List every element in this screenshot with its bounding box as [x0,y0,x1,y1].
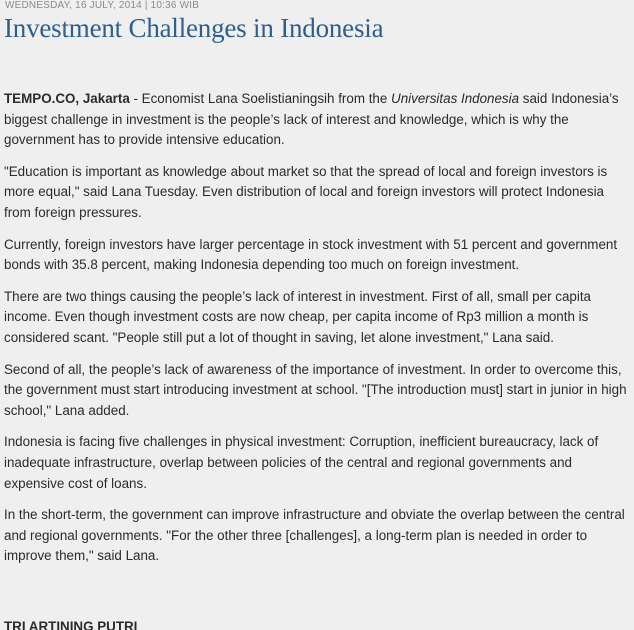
lead-text-part-2: said Indonesia’s biggest challenge in investment is the people’s lack of interest and knowledge, which is why the government has to provide intensive education. [4,91,619,148]
article-paragraph: "Education is important as knowledge about market so that the spread of local and foreign investors is more equal," said Lana Tuesday. Even distribution of local and foreign investors will protect Indonesia from foreign pressures. [4,163,608,220]
article-paragraph: There are two things causing the people’s lack of interest in investment. First of all, small per capita income. Even though investment costs are now cheap, per capita income of Rp3 million a month is considered scant. "People still put a lot of thought in saving, let alone investment," Lana said. [4,288,591,345]
article-byline: TRI ARTINING PUTRI [4,619,138,630]
article-dateline: WEDNESDAY, 16 JULY, 2014 | 10:36 WIB [5,0,200,11]
article-paragraph: In the short-term, the government can improve infrastructure and obviate the overlap between the central and regional governments. "For the other three [challenges], a long-term plan is needed in order to improve them," said Lana. [4,507,625,564]
article-title: Investment Challenges in Indonesia [4,13,384,43]
article-paragraph: Currently, foreign investors have larger percentage in stock investment with 51 percent and government bonds with 35.8 percent, making Indonesia depending too much on foreign investment. [4,236,618,273]
article-body [4,89,630,578]
news-source: TEMPO.CO, Jakarta [4,91,130,106]
article-paragraph: Indonesia is facing five challenges in physical investment: Corruption, inefficient bureaucracy, lack of inadequate infrastructure, overlap between policies of the central and regional governments and expensive cost of loans. [4,434,599,491]
university-name: Universitas Indonesia [391,91,520,106]
lead-paragraph [4,89,630,151]
lead-text-part-1: - Economist Lana Soelistianingsih from the [129,91,392,106]
article-paragraph: Second of all, the people’s lack of awareness of the importance of investment. In order to overcome this, the government must start introducing investment at school. "[The introduction must] start in junior in high school," Lana added. [4,361,627,418]
